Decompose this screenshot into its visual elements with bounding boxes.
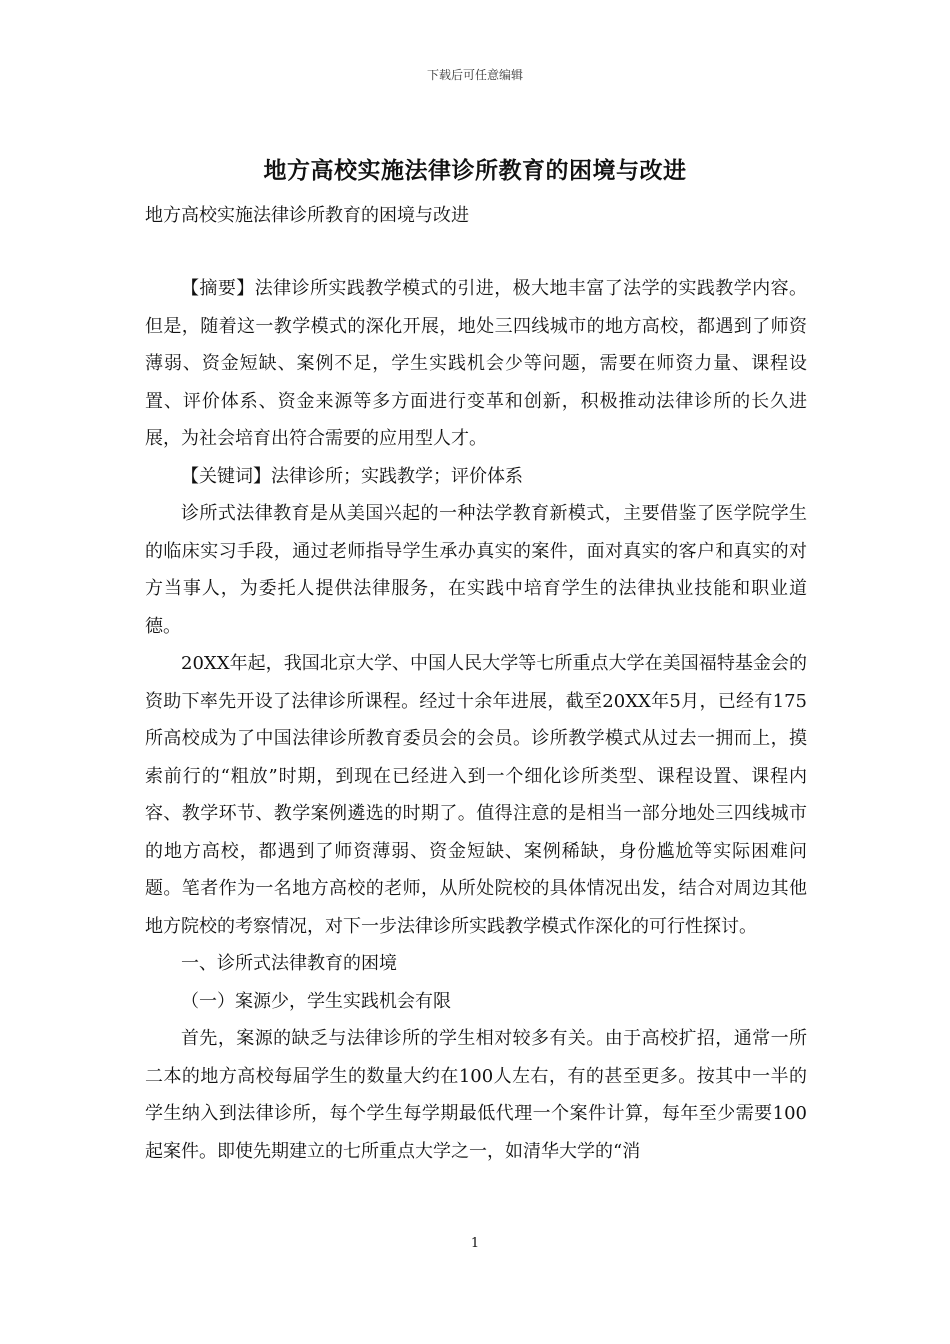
abstract-paragraph: 【摘要】法律诊所实践教学模式的引进，极大地丰富了法学的实践教学内容。但是，随着这一教学模式的深化开展，地处三四线城市的地方高校，都遇到了师资薄弱、资金短缺、案例不足，学生实践机会少等问题，需要在师资力量、课程设置、评价体系、资金来源等多方面进行变革和创新，积极推动法律诊所的长久进展，为社会培育出符合需要的应用型人才。 [145,278,807,449]
document-title: 地方高校实施法律诊所教育的困境与改进 [263,157,687,184]
keywords-paragraph: 【关键词】法律诊所；实践教学；评价体系 [181,465,523,487]
body-paragraph: 20XX年起，我国北京大学、中国人民大学等七所重点大学在美国福特基金会的资助下率先开设了法律诊所课程。经过十余年进展，截至20XX年5月，已经有175所高校成为了中国法律诊所教育委员会的会员。诊所教学模式从过去一拥而上，摸索前行的“粗放”时期，到现在已经进入到一个细化诊所类型、课程设置、课程内容、教学环节、教学案例遴选的时期了。值得注意的是相当一部分地处三四线城市的地方高校，都遇到了师资薄弱、资金短缺、案例稀缺，身份尴尬等实际困难问题。笔者作为一名地方高校的老师，从所处院校的具体情况出发，结合对周边其他地方院校的考察情况，对下一步法律诊所实践教学模式作深化的可行性探讨。 [145,653,807,937]
page-header: 下载后可任意编辑 [426,68,523,82]
subsection-heading: （一）案源少，学生实践机会有限 [181,990,451,1012]
section-heading: 一、诊所式法律教育的困境 [181,953,397,974]
document-subtitle: 地方高校实施法律诊所教育的困境与改进 [145,205,469,226]
document-body [145,270,807,1170]
body-paragraph: 诊所式法律教育是从美国兴起的一种法学教育新模式，主要借鉴了医学院学生的临床实习手段，通过老师指导学生承办真实的案件，面对真实的客户和真实的对方当事人，为委托人提供法律服务，在实践中培育学生的法律执业技能和职业道德。 [145,503,807,637]
page-number: 1 [470,1236,480,1251]
body-paragraph: 首先，案源的缺乏与法律诊所的学生相对较多有关。由于高校扩招，通常一所二本的地方高校每届学生的数量大约在100人左右，有的甚至更多。按其中一半的学生纳入到法律诊所，每个学生每学期最低代理一个案件计算，每年至少需要100起案件。即使先期建立的七所重点大学之一，如清华大学的“消 [145,1028,807,1162]
